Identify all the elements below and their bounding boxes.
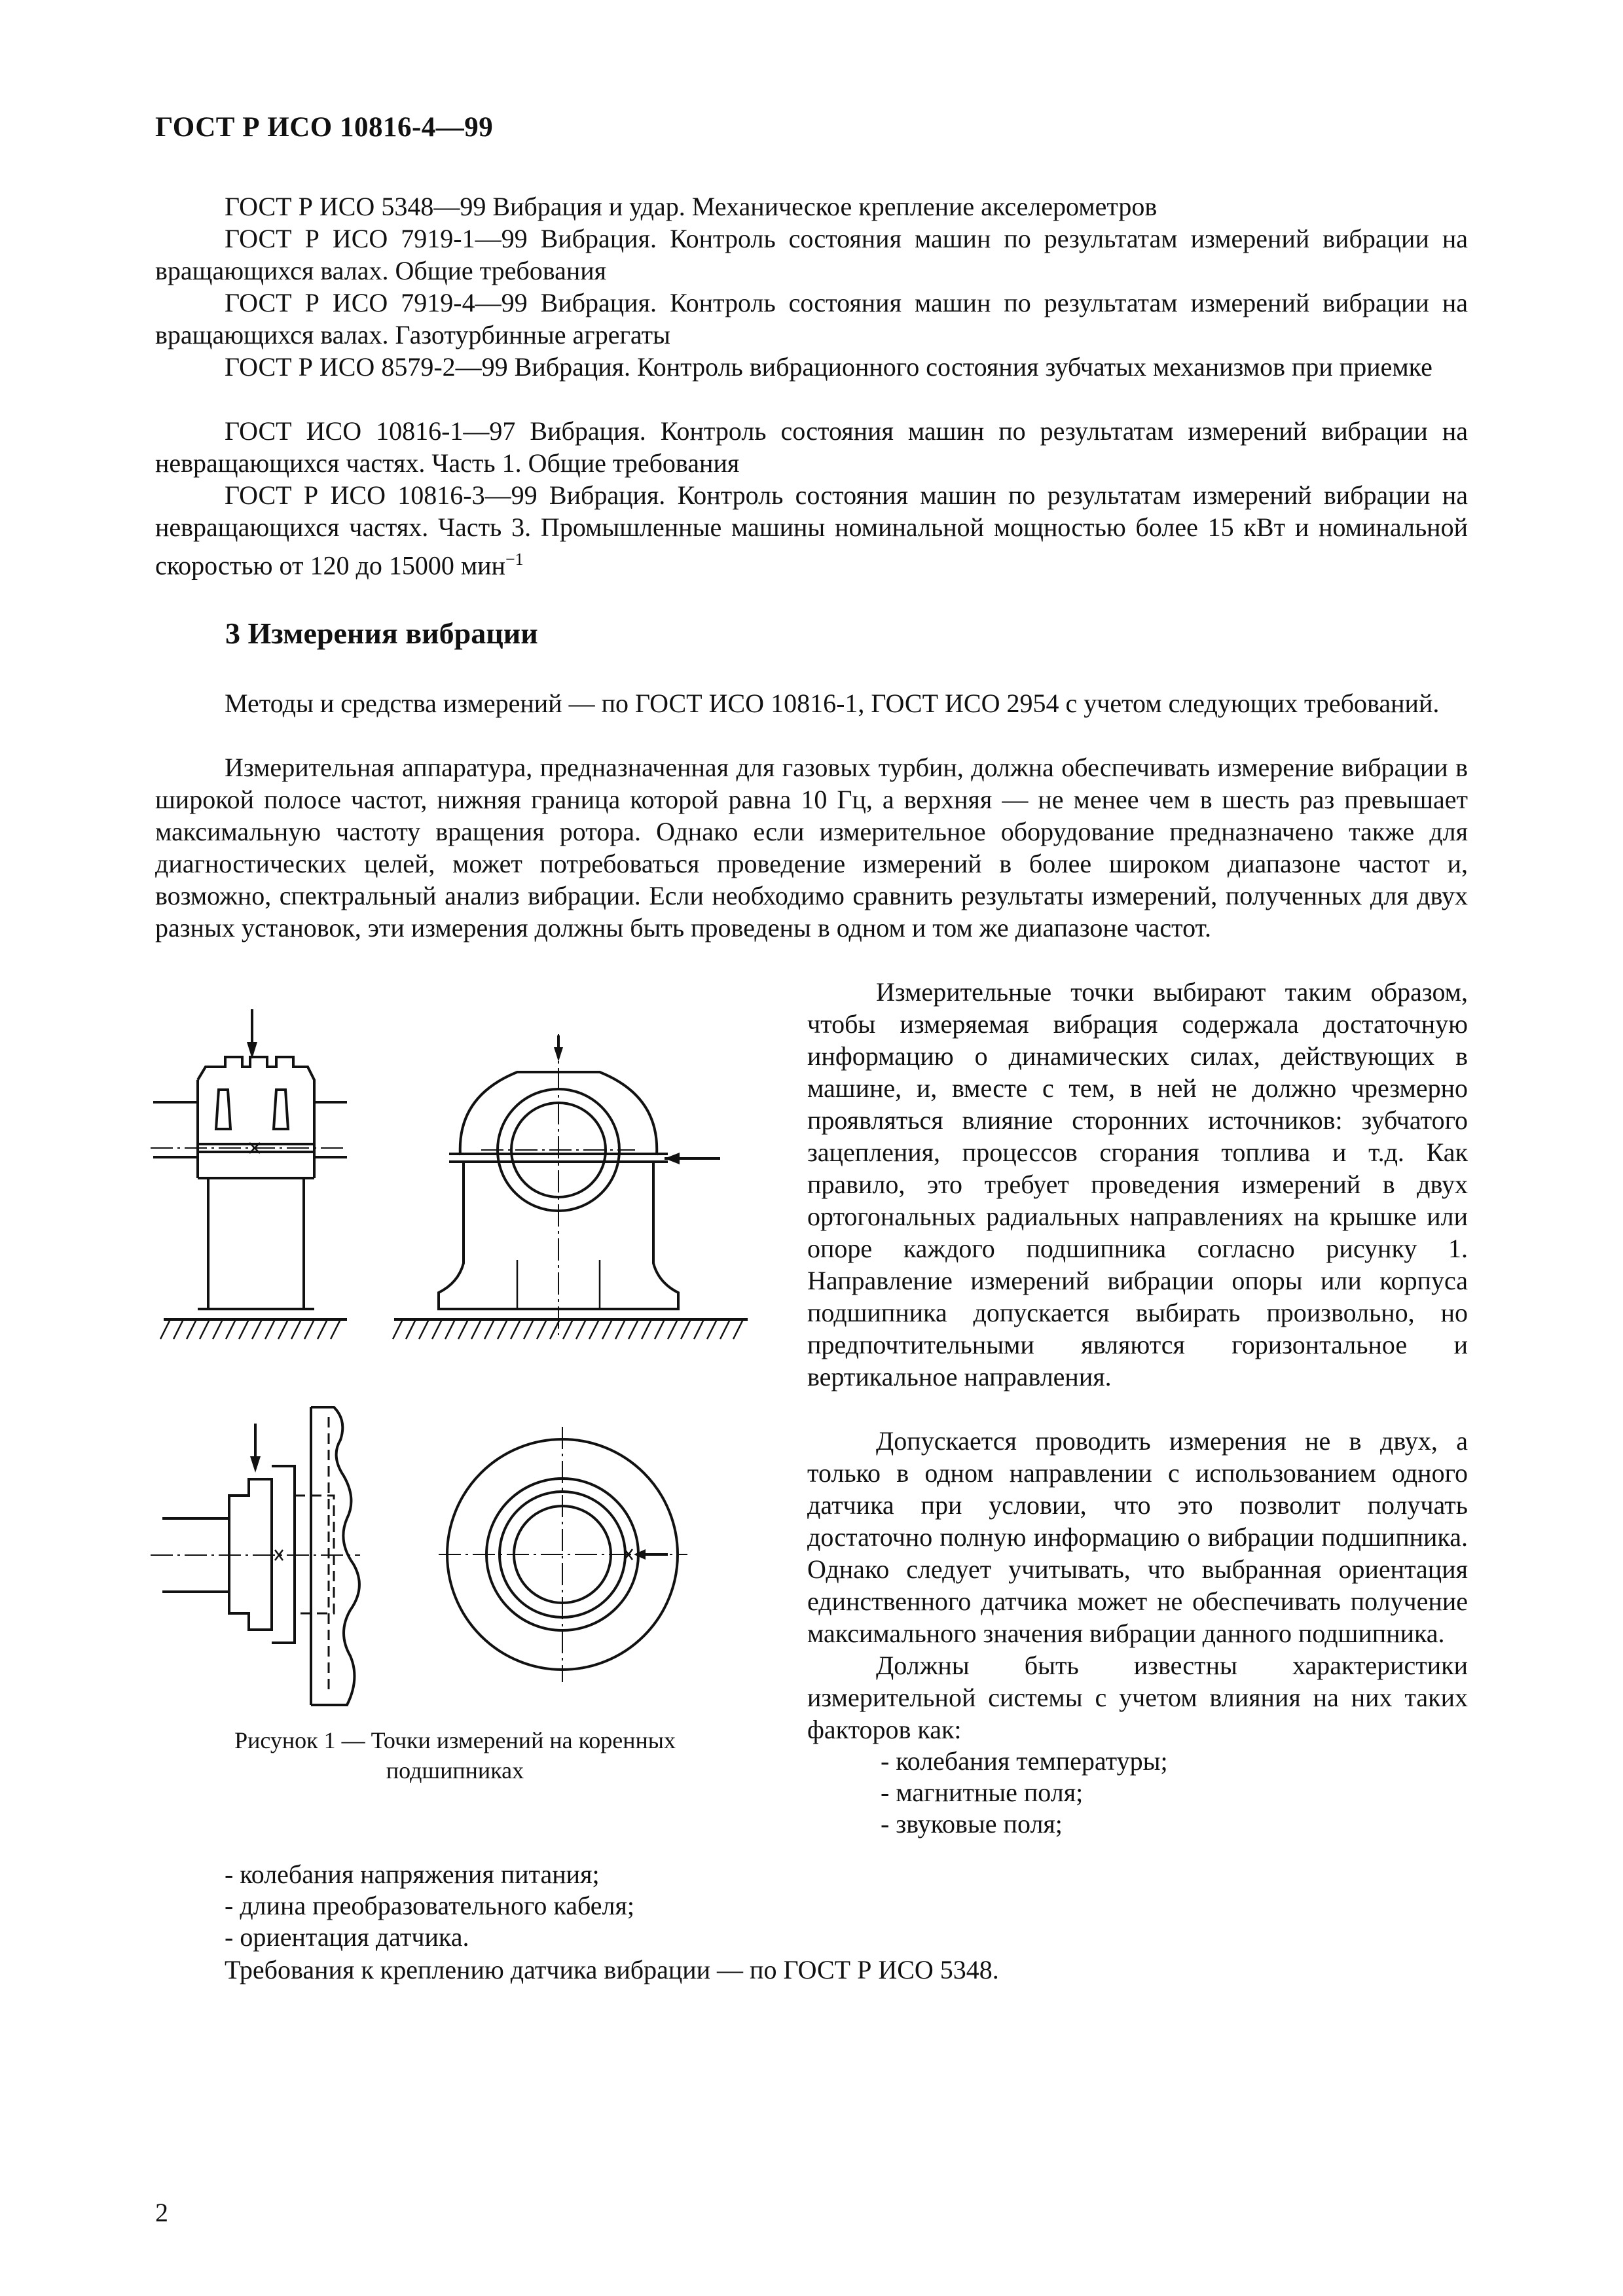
- figure-caption-line-2: подшипниках: [386, 1757, 524, 1784]
- list-item: - звуковые поля;: [881, 1809, 1063, 1839]
- list-item: - длина преобразовательного кабеля;: [225, 1891, 634, 1920]
- paragraph-measurement-points: Измерительные точки выбирают таким образом, чтобы измеряемая вибрация содержала достаточную информацию о динамических силах, действующих в машине, и, вместе с тем, в ней не должно чрезмерно проявляться влияние сторонних источников: зубчатого зацепления, процессов сгорания топлива и т.д. Как правило, это требует проведения измерений в двух ортогональных радиальных направлениях на крышке или опоре каждого подшипника согласно рисунку 1. Направление измерений вибрации опоры или корпуса подшипника допускается выбирать произвольно, но предпочтительными являются горизонтальное и вертикальное направления.: [807, 977, 1468, 1391]
- figure-caption: [164, 1725, 746, 1785]
- paragraph-single-direction: Допускается проводить измерения не в двух, а только в одном направлении с использованием одного датчика при условии, что это позволит получать достаточно полную информацию о вибрации подшипника. Однако следует учитывать, что выбранная ориентация единственного датчика может не обеспечивать получение максимального значения вибрации данного подшипника.: [807, 1426, 1468, 1648]
- flange-bearing-side-view: [151, 1407, 360, 1705]
- paragraph-methods: Методы и средства измерений — по ГОСТ ИСО 10816-1, ГОСТ ИСО 2954 с учетом следующих требований.: [225, 689, 1440, 718]
- section-title: 3 Измерения вибрации: [225, 617, 538, 650]
- paragraph-equipment: Измерительная аппаратура, предназначенная для газовых турбин, должна обеспечивать измерение вибрации в широкой полосе частот, нижняя граница которой равна 10 Гц, а верхняя — не менее чем в шесть раз превышает максимальную частоту вращения ротора. Однако если измерительное оборудование предназначено также для диагностических целей, может потребоваться проведение измерений в более широком диапазоне частот и, возможно, спектральный анализ вибрации. Если необходимо сравнить результаты измерений, полученных для двух разных установок, эти измерения должны быть проведены в одном и том же диапазоне частот.: [155, 753, 1468, 942]
- document-header: ГОСТ Р ИСО 10816-4—99: [155, 112, 494, 143]
- list-item: - колебания температуры;: [881, 1746, 1168, 1776]
- reference-6-superscript: −1: [505, 550, 524, 569]
- pedestal-front-view: [393, 1034, 748, 1339]
- page-number: 2: [155, 2198, 168, 2227]
- reference-6: [155, 479, 1468, 581]
- reference-3: ГОСТ Р ИСО 7919-4—99 Вибрация. Контроль состояния машин по результатам измерений вибрации на вращающихся валах. Газотурбинные агрегаты: [155, 288, 1468, 350]
- reference-2: ГОСТ Р ИСО 7919-1—99 Вибрация. Контроль состояния машин по результатам измерений вибрации на вращающихся валах. Общие требования: [155, 224, 1468, 285]
- flange-bearing-front-view: [439, 1427, 687, 1682]
- reference-5: ГОСТ ИСО 10816-1—97 Вибрация. Контроль состояния машин по результатам измерений вибрации на невращающихся частях. Часть 1. Общие требования: [155, 416, 1468, 478]
- reference-4: ГОСТ Р ИСО 8579-2—99 Вибрация. Контроль вибрационного состояния зубчатых механизмов при приемке: [225, 352, 1432, 382]
- list-item: - колебания напряжения питания;: [225, 1859, 600, 1889]
- reference-6-text: ГОСТ Р ИСО 10816-3—99 Вибрация. Контроль состояния машин по результатам измерений вибрации на невращающихся частях. Часть 3. Промышленные машины номинальной мощностью более 15 кВт и номинальной скоростью от 120 до 15000 мин: [155, 480, 1468, 581]
- paragraph-system-characteristics: Должны быть известны характеристики измерительной системы с учетом влияния на них таких факторов как:: [807, 1651, 1468, 1744]
- list-item: - ориентация датчика.: [225, 1922, 469, 1952]
- figure-caption-line-1: Рисунок 1 — Точки измерений на коренных: [234, 1727, 676, 1753]
- list-item: - магнитные поля;: [881, 1778, 1084, 1807]
- list-right: [881, 1746, 1168, 1840]
- pedestal-side-view: [151, 1009, 347, 1339]
- reference-1: ГОСТ Р ИСО 5348—99 Вибрация и удар. Механическое крепление акселерометров: [225, 192, 1158, 221]
- list-left: [225, 1859, 634, 1953]
- paragraph-mounting: Требования к креплению датчика вибрации — по ГОСТ Р ИСО 5348.: [225, 1955, 999, 1984]
- bearing-figure: [151, 995, 759, 1721]
